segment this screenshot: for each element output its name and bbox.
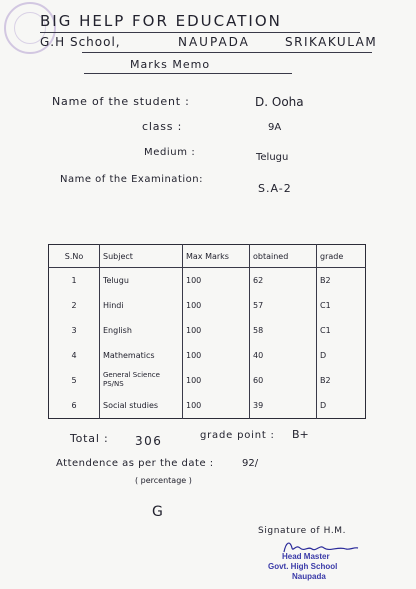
teacher-initial: G [152,504,163,520]
cell-obtained: 57 [250,293,317,318]
stamp-head-master: Head Master [282,552,330,561]
header-underline-2 [82,52,372,53]
cell-obtained: 62 [250,268,317,294]
stamp-town: Naupada [292,572,326,581]
header-underline-1 [40,32,360,33]
table-row [49,318,366,343]
class-value: 9A [268,122,282,133]
cell-grade: D [317,343,366,368]
col-header-subject: Subject [100,245,183,268]
student-name-label: Name of the student : [52,95,190,108]
col-header-sno: S.No [49,245,100,268]
cell-sno: 3 [71,325,77,335]
header-line1: BIG HELP FOR EDUCATION [40,12,282,30]
cell-max-marks: 100 [183,368,250,393]
table-row [49,368,366,393]
cell-sno: 4 [71,350,77,360]
cell-max-marks: 100 [183,393,250,419]
exam-label: Name of the Examination: [60,174,203,185]
col-header-max-marks: Max Marks [183,245,250,268]
cell-max-marks: 100 [183,293,250,318]
table-row [49,268,366,294]
medium-value: Telugu [256,152,289,163]
table-row [49,293,366,318]
total-value: 306 [135,434,163,448]
percentage-note: ( percentage ) [135,476,192,485]
student-name-value: D. Ooha [255,95,304,109]
medium-label: Medium : [144,147,196,158]
signature-label: Signature of H.M. [258,526,347,536]
cell-grade: B2 [317,368,366,393]
cell-subject: Social studies [100,393,183,419]
cell-subject: English [100,318,183,343]
cell-sno: 1 [71,276,77,285]
cell-sno: 5 [71,375,77,385]
cell-sno: 2 [71,300,77,310]
marks-table [48,244,366,419]
cell-subject: General Science PS/NS [100,368,183,393]
cell-subject: Hindi [100,293,183,318]
table-row [49,343,366,368]
cell-grade: C1 [317,318,366,343]
header-school: G.H School, [40,35,121,49]
exam-value: S.A-2 [258,182,292,195]
cell-grade: D [317,393,366,419]
cell-subject: Mathematics [100,343,183,368]
attendance-value: 92/ [242,458,259,469]
stamp-school: Govt. High School [268,562,338,571]
header-district: SRIKAKULAM [285,35,378,49]
cell-grade: B2 [317,268,366,294]
grade-point-value: B+ [292,428,309,441]
cell-obtained: 40 [250,343,317,368]
total-label: Total : [70,432,109,445]
cell-max-marks: 100 [183,343,250,368]
cell-sno: 6 [71,400,77,410]
title-underline [84,73,292,74]
table-header-row [49,245,366,268]
col-header-obtained: obtained [250,245,317,268]
cell-subject: Telugu [100,268,183,294]
col-header-grade: grade [317,245,366,268]
class-label: class : [142,120,183,133]
cell-obtained: 39 [250,393,317,419]
cell-max-marks: 100 [183,318,250,343]
attendance-label: Attendence as per the date : [56,458,214,469]
table-row [49,393,366,419]
cell-obtained: 60 [250,368,317,393]
page-title: Marks Memo [130,58,211,71]
grade-point-label: grade point : [200,430,275,441]
cell-obtained: 58 [250,318,317,343]
cell-max-marks: 100 [183,268,250,294]
header-town: NAUPADA [178,35,250,49]
cell-grade: C1 [317,293,366,318]
